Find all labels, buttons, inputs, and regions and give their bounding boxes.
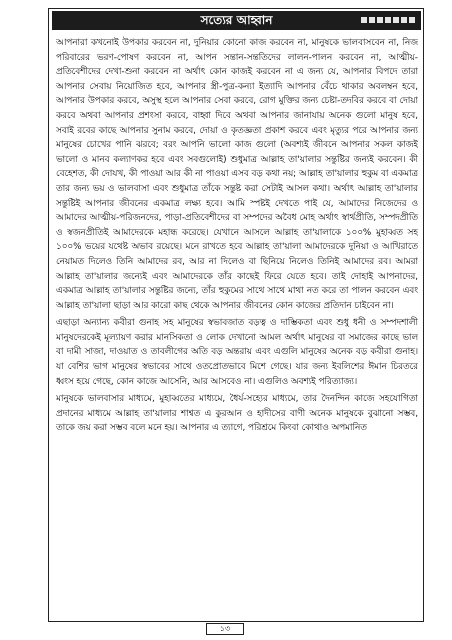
header-band <box>52 11 421 30</box>
page-number: ১৩ <box>206 623 244 635</box>
paragraph-1: আপনারা কখনোই উপকার করবেন না, দুনিয়ার কোনো কাজ করবেন না, মানুষকে ভালবাসবেন না, নিজ পরিবারের ভরণ-পোষণ করবেন না, আপন সন্তান-সন্ততিদের লালন-পালন করবেন না, আত্মীয়-প্রতিবেশীদের দেখা-শুনা করবেন না অর্থাৎ কোন কাজই করবেন না এ জন্য যে, আপনার বিপদে তারা আপনার সেবায় নিয়োজিত হবে, আপনার স্ত্রী-পুত্র-কন্যা ইত্যাদি আপনার বেঁচে থাকার অবলম্বন হবে, আপনার উপকার করবে, অসুস্থ হলে আপনার সেবা করবে, রোগ মুক্তির জন্য চেষ্টা-তদবির করবে বা দোয়া করবে অথবা আপনার প্রশংসা করবে, বাহ্বা দিবে অথবা আপনার জানাযায় অনেক গুলো মানুষ হবে, সবাই রবের কাছে আপনার সুনাম করবে, দোয়া ও কৃতজ্ঞতা প্রকাশ করবে এবং মৃত্যুর পরে আপনার জন্য মানুষের চোখের পানি ঝরবে; বরং আপনি ভালো কাজ গুলো (অবশ্যই জীবনে আপনার সকল কাজই ভালো ও মানব কল্যাণকর হবে এবং সবগুলোই) শুধুমাত্র আল্লাহ তা'য়ালার সন্তুষ্টির জন্যই করবেন। কী বেহেশত, কী দোযখ, কী পাওয়া আর কী না পাওয়া এসব বড় কথা নয়; আল্লাহ তা'য়ালার হুকুম বা একমাত্র তার জন্য ভয় ও ভালবাসা এবং শুধুমাত্র তাঁকে সন্তুষ্ট করা সেটাই আসল কথা। অর্থাৎ আল্লাহ তা'য়ালার সন্তুষ্টিই আপনার জীবনের একমাত্র লক্ষ্য হবে। আমি স্পষ্টই দেখতে পাই যে, আমাদের নিজেদের ও আমাদের আত্মীয়-পরিজনদের, পাড়া-প্রতিবেশীদের বা সম্পদের অবৈধ মোহ অর্থাৎ স্বার্থপ্রীতি, সম্পদপ্রীতি ও স্বজনপ্রীতিই আমাদেরকে মহান্ধ করেছে। যেখানে আসলে আল্লাহ তা'য়ালাকে ১০০% মুহাব্বত সহ ১০০% ভয়ের যথেষ্ট অভাব রয়েছে। মনে রাখতে হবে আল্লাহ তা'য়ালা আমাদেরকে দুনিয়া ও আখিরাতে নেয়ামত দিলেও তিনি আমাদের রব, আর না দিলেও বা ছিনিয়ে নিলেও তিনিই আমাদের রব। আমরা আল্লাহ তা'য়ালার জন্যেই এবং আমাদেরকে তাঁর কাছেই ফিরে যেতে হবে। তাই দোহাই আপনাদের, একমাত্র আল্লাহ তা'য়ালার সন্তুষ্টির জন্যে, তাঁর হুকুমের সাথে সাথে মাথা নত করে তা পালন করবেন এবং আল্লাহ তা'য়ালা ছাড়া আর কারো কাছ থেকে আপনার জীবনের কোন কাজের প্রতিদান চাইবেন না। <box>56 38 418 311</box>
body-text <box>56 36 418 611</box>
header-decoration <box>361 17 415 23</box>
paragraph-2: এছাড়া অন্যান্য কবীরা গুনাহ সহ মানুষের স্বভাবজাত বড়ত্ব ও দাম্ভিকতা এবং শুধু ধনী ও সম্পদশালী মানুষদেরকেই মূল্যায়ণ করার মানসিকতা ও লোক দেখানো আমল অর্থাৎ মানুষের বা সমাজের কাছে ভাল বা দামী সাজা, দাওয়াত ও তাবলীগের অতি বড় অন্তরায় এবং এগুলি মানুষের অনেক বড় কবীরা গুনাহ। যা বেশির ভাগ মানুষের স্বভাবের সাথে ওতপ্রোতভাবে মিশে গেছে। যার জন্য ইবলিশের ঈমান চিরতরে ধ্বংস হয়ে গেছে, কোন কাজে আসেনি, আর আসবেও না। এগুলিও অবশ্যই পরিত্যাজ্য। <box>56 318 418 387</box>
paragraph-3: মানুষকে ভালবাসার মাধ্যমে, মুহাব্বতের মাধ্যমে, ধৈর্য-সহ্যের মাধ্যমে, তার দৈনন্দিন কাজে সহযোগিতা প্রদানের মাধ্যমে আল্লাহ তা'য়ালার শাশ্বত এ কুরআন ও হাদীসের বাণী অনেক মানুষকে বুঝানো সম্ভব, তাকে জয় করা সম্ভব বলে মনে হয়। আপনার এ ত্যাগে, পরিশ্রমে কিংবা কোথাও অপমানিত <box>56 394 418 434</box>
page-title: সত্যের আহ্বান <box>200 13 273 27</box>
